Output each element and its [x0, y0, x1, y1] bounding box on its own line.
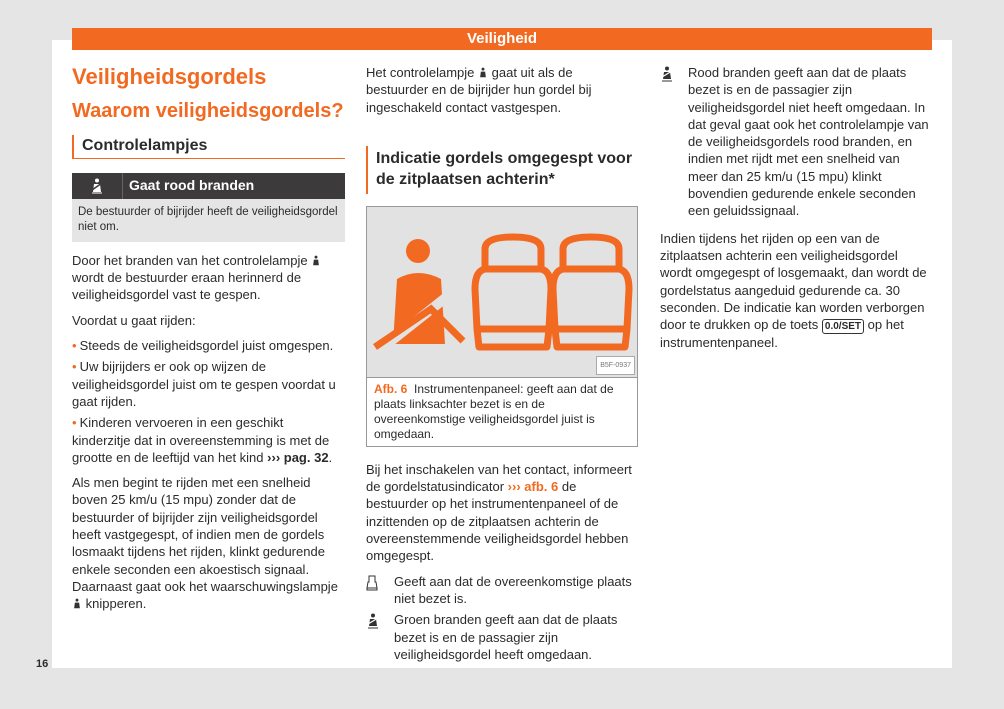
seatbelt-icon: [72, 598, 82, 610]
right-column: [660, 64, 932, 359]
middle-column: [366, 64, 638, 667]
list-item: • Uw bijrijders er ook op wijzen de veiligheidsgordel juist om te gespen voordat u gaat rijden.: [72, 359, 336, 409]
text: wordt de bestuurder eraan herinnerd de veiligheidsgordel vast te gespen.: [72, 270, 302, 303]
page-title: Veiligheidsgordels: [72, 64, 267, 89]
section-heading: Indicatie gordels omgegespt voor de zitplaatsen achterin*: [366, 146, 638, 194]
warning-text: De bestuurder of bijrijder heeft de veiligheidsgordel niet om.: [72, 199, 345, 242]
warning-lamp-header: [72, 173, 345, 199]
indicator-text: Geeft aan dat de overeenkomstige plaats niet bezet is.: [394, 573, 632, 606]
indicator-text: Rood branden geeft aan dat de plaats bezet is en de passagier zijn veiligheidsgordel niet heeft omgedaan. In dat geval gaat ook het controlelampje van de veiligheidsgordels rood branden, en indien met rijdt met een snelheid van meer dan 25 km/u (15 mpu) klinkt bovendien gedurende enkele seconden een geluidssignaal.: [688, 65, 929, 219]
seatbelt-icon: [72, 173, 123, 199]
seatbelt-icon: [660, 64, 688, 220]
indicator-item: [366, 611, 638, 663]
seatbelt-icon: [311, 255, 321, 267]
indicator-item: [660, 64, 932, 220]
list-item: • Kinderen vervoeren in een geschikt kinderzitje dat in overeenstemming is met de grootte en de leeftijd van het kind ››› pag. 32.: [72, 415, 333, 465]
text: Door het branden van het controlelampje: [72, 252, 308, 268]
page-subtitle: Waarom veiligheidsgordels?: [72, 100, 344, 123]
paragraph: Als men begint te rijden met een snelheid boven 25 km/u (15 mpu) zonder dat de bestuurder of bijrijder zijn veiligheidsgordel heeft vastgegespt, of indien men de gordels losmaakt tijdens het rijden, klinkt gedurende enkele seconden een akoestisch signaal. Daarnaast gaat ook het waarschuwingslampje knipperen.: [72, 475, 338, 612]
indicator-text: Groen branden geeft aan dat de plaats bezet is en de passagier zijn veiligheidsgordel heeft omgedaan.: [394, 612, 618, 662]
paragraph: Voordat u gaat rijden:: [72, 312, 196, 328]
paragraph: Indien tijdens het rijden op een van de zitplaatsen achterin een veiligheidsgordel wordt omgegespt of losgemaakt, dan wordt de gordelstatus aangeduid gedurende ca. 30 seconden. De indicatie kan worden verborgen door te drukken op de toets 0.0/SET op het instrumentenpaneel.: [660, 230, 927, 351]
page-reference-link[interactable]: ››› pag. 32: [267, 449, 329, 465]
section-header: Veiligheid: [72, 28, 932, 50]
figure-image: [366, 206, 638, 378]
figure-reference-link[interactable]: ››› afb. 6: [507, 479, 559, 495]
paragraph: Bij het inschakelen van het contact, informeert de gordelstatusindicator ››› afb. 6 de bestuurder op het instrumentenpaneel of de inzittenden op de zitplaatsen achterin de overeenstemmende veiligheidsgordel hebben omgegespt.: [366, 461, 632, 564]
figure-id: B5F-0937: [596, 356, 635, 375]
left-column: [72, 64, 345, 621]
paragraph: Het controlelampje gaat uit als de bestuurder en de bijrijder hun gordel bij ingeschakeld contact vastgespen.: [366, 65, 592, 115]
paragraph: [72, 252, 345, 304]
bullet-list: [72, 337, 345, 466]
seat-status-illustration: [373, 229, 633, 354]
figure-caption: Afb. 6 Instrumentenpaneel: geeft aan dat de plaats linksachter bezet is en de overeenkomstige veiligheidsgordel juist is omgedaan.: [366, 378, 638, 447]
set-key-symbol: 0.0/SET: [822, 319, 864, 334]
indicator-item: [366, 573, 638, 608]
section-heading: Controlelampjes: [72, 135, 345, 159]
list-item: • Steeds de veiligheidsgordel juist omgespen.: [72, 338, 334, 354]
seatbelt-icon: [366, 611, 394, 663]
page-number: 16: [36, 658, 49, 670]
empty-seat-icon: [366, 573, 394, 608]
seatbelt-icon: [478, 67, 488, 79]
warning-label: Gaat rood branden: [129, 177, 255, 194]
